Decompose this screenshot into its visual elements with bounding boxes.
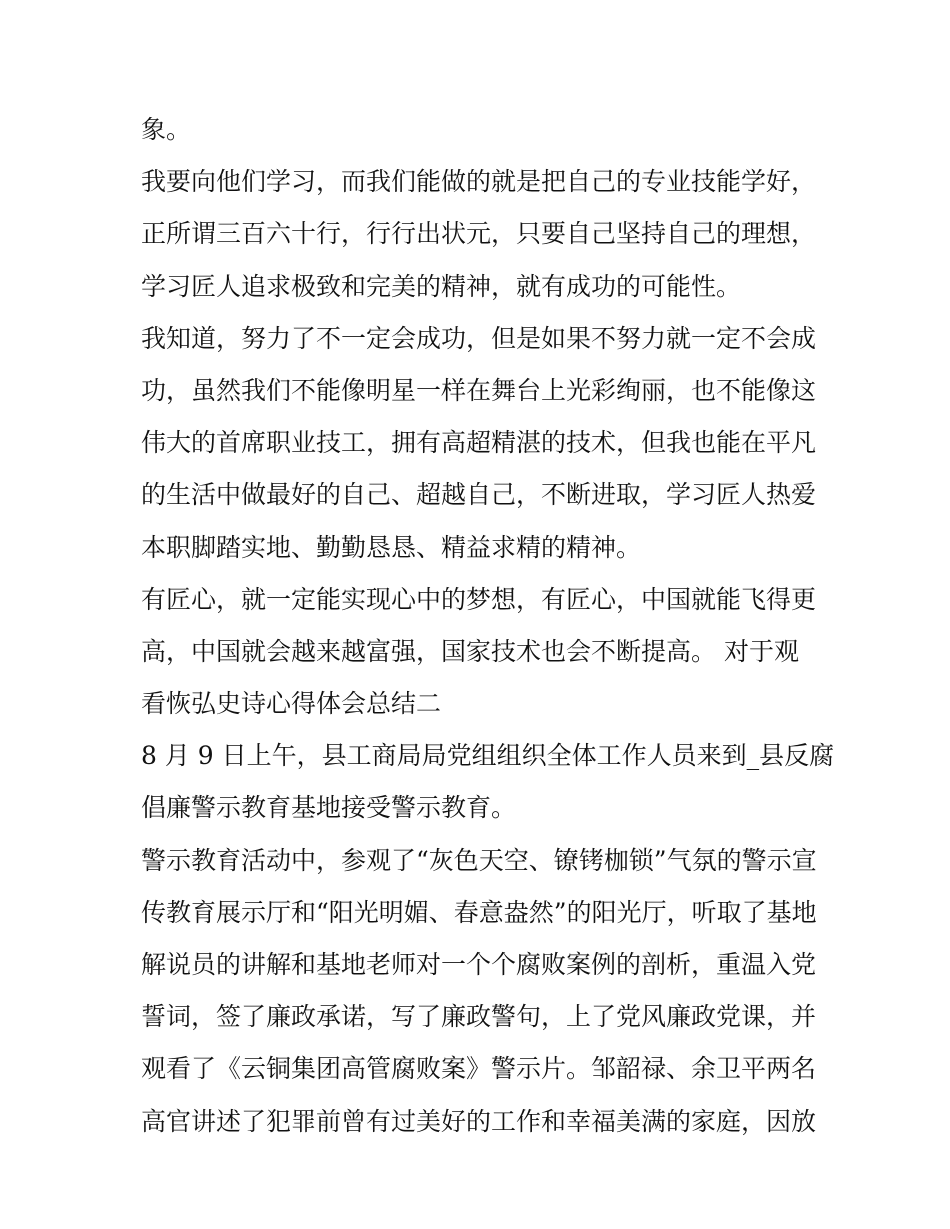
text-line: 正所谓三百六十行，行行出状元，只要自己坚持自己的理想， — [141, 219, 817, 249]
text-line: 我知道，努力了不一定会成功，但是如果不努力就一定不会成 — [141, 323, 817, 353]
text-line: 观看了《云铜集团高管腐败案》警示片。邹韶禄、余卫平两名 — [141, 1054, 817, 1084]
text-line: 传教育展示厅和“阳光明媚、春意盎然”的阳光厅，听取了基地 — [141, 897, 817, 927]
text-line: 我要向他们学习，而我们能做的就是把自己的专业技能学好， — [141, 167, 817, 197]
body-text — [141, 104, 835, 1148]
text-line: 象。 — [141, 115, 192, 144]
text-line: 伟大的首席职业技工，拥有高超精湛的技术，但我也能在平凡 — [141, 428, 817, 458]
text-line: 功，虽然我们不能像明星一样在舞台上光彩绚丽，也不能像这 — [141, 375, 817, 405]
text-line: 学习匠人追求极致和完美的精神，就有成功的可能性。 — [141, 271, 742, 301]
text-line: 倡廉警示教育基地接受警示教育。 — [141, 793, 517, 823]
text-line: 解说员的讲解和基地老师对一个个腐败案例的剖析，重温入党 — [141, 950, 817, 979]
section-heading-line: 看恢弘史诗心得体会总结二 — [141, 689, 442, 719]
text-line: 誓词，签了廉政承诺，写了廉政警句，上了党风廉政党课，并 — [141, 1002, 817, 1032]
text-line: 本职脚踏实地、勤勤恳恳、精益求精的精神。 — [141, 532, 642, 562]
text-line: 有匠心，就一定能实现心中的梦想，有匠心，中国就能飞得更 — [141, 584, 817, 614]
text-line: 的生活中做最好的自己、超越自己，不断进取，学习匠人热爱 — [141, 480, 817, 510]
text-line: 高，中国就会越来越富强，国家技术也会不断提高。 对于观 — [141, 636, 799, 666]
text-line: 8 月 9 日上午，县工商局局党组组织全体工作人员来到_县反腐 — [141, 741, 835, 771]
text-line: 高官讲述了犯罪前曾有过美好的工作和幸福美满的家庭，因放 — [141, 1106, 817, 1136]
text-line: 警示教育活动中，参观了“灰色天空、镣铐枷锁”气氛的警示宣 — [141, 845, 817, 875]
